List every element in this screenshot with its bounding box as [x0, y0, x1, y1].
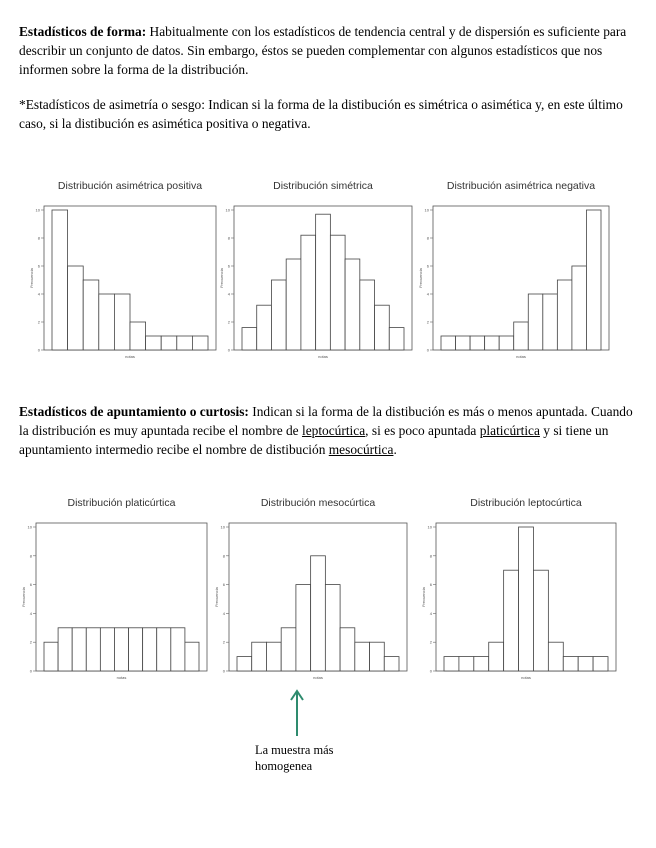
y-tick-label: 6: [227, 263, 230, 269]
histogram-bar: [375, 305, 390, 350]
y-axis-label: Frecuencia: [214, 587, 219, 607]
arrow-up-icon: [287, 688, 307, 738]
x-axis-label: notas: [318, 354, 328, 359]
histogram-bar: [86, 628, 100, 671]
histogram-bar: [345, 259, 360, 350]
chart-mesocurtica: [212, 499, 417, 679]
chart-svg: [420, 499, 620, 679]
histogram-bar: [114, 294, 130, 350]
histogram-bar: [340, 628, 355, 671]
y-tick-label: 2: [222, 639, 225, 645]
histogram-bar: [100, 628, 114, 671]
y-tick-label: 6: [222, 582, 225, 588]
y-tick-label: 4: [37, 291, 40, 297]
histogram-bar: [301, 235, 316, 350]
chart-title: Distribución platicúrtica: [67, 497, 176, 509]
histogram-bar: [52, 210, 68, 350]
histogram-bar: [444, 657, 459, 671]
annotation-line-1: La muestra más: [255, 743, 334, 757]
chart-svg: [18, 499, 213, 679]
histogram-bar: [474, 657, 489, 671]
histogram-bar: [99, 294, 115, 350]
y-axis-label: Frecuencia: [219, 268, 224, 288]
histogram-bar: [68, 266, 84, 350]
histogram-bar: [143, 628, 157, 671]
chart-platicurtica: [18, 499, 213, 679]
histogram-bar: [456, 336, 471, 350]
histogram-bar: [242, 328, 257, 350]
chart-title: Distribución asimétrica negativa: [446, 180, 596, 192]
y-tick-label: 4: [29, 610, 32, 616]
histogram-bar: [129, 628, 143, 671]
paragraph-forma: [19, 22, 639, 79]
y-tick-label: 6: [29, 582, 32, 588]
histogram-bar: [237, 657, 252, 671]
histogram-bar: [578, 657, 593, 671]
histogram-bar: [563, 657, 578, 671]
histogram-bar: [192, 336, 208, 350]
y-tick-label: 6: [429, 582, 432, 588]
histogram-bar: [557, 280, 572, 350]
histogram-bar: [286, 259, 301, 350]
y-tick-label: 4: [227, 291, 230, 297]
x-axis-label: notas: [516, 354, 526, 359]
chart-title: Distribución leptocúrtica: [470, 497, 582, 509]
histogram-bar: [177, 336, 193, 350]
histogram-bar: [330, 235, 345, 350]
y-tick-label: 8: [426, 235, 429, 241]
y-tick-label: 10: [35, 207, 40, 213]
histogram-bar: [360, 280, 375, 350]
histogram-bar: [533, 570, 548, 671]
x-axis-label: notas: [125, 354, 135, 359]
y-tick-label: 10: [27, 524, 32, 530]
histogram-bar: [171, 628, 185, 671]
histogram-bar: [441, 336, 456, 350]
y-tick-label: 8: [37, 235, 40, 241]
histogram-bar: [296, 585, 311, 671]
histogram-bar: [489, 642, 504, 671]
y-tick-label: 6: [37, 263, 40, 269]
histogram-bar: [157, 628, 171, 671]
y-tick-label: 2: [227, 319, 230, 325]
y-tick-label: 0: [227, 347, 230, 353]
histogram-bar: [548, 642, 563, 671]
y-tick-label: 8: [29, 553, 32, 559]
chart-svg: [29, 176, 222, 359]
y-tick-label: 6: [426, 263, 429, 269]
histogram-bar: [83, 280, 99, 350]
y-tick-label: 2: [429, 639, 432, 645]
y-tick-label: 2: [426, 319, 429, 325]
chart-title: Distribución mesocúrtica: [260, 497, 376, 509]
chart-svg: [219, 176, 418, 359]
chart-title: Distribución asimétrica positiva: [57, 180, 203, 192]
term-leptocurtica: leptocúrtica: [301, 423, 366, 438]
histogram-bar: [586, 210, 601, 350]
chart-svg: [212, 499, 417, 679]
y-tick-label: 4: [426, 291, 429, 297]
histogram-bar: [114, 628, 128, 671]
y-tick-label: 0: [426, 347, 429, 353]
histogram-bar: [72, 628, 86, 671]
y-tick-label: 4: [222, 610, 225, 616]
histogram-bar: [44, 642, 58, 671]
histogram-bar: [252, 642, 267, 671]
chart-title: Distribución simétrica: [273, 180, 373, 192]
text-segment: , si es poco apuntada: [365, 423, 480, 438]
y-tick-label: 10: [220, 524, 225, 530]
x-axis-label: notas: [116, 675, 127, 680]
histogram-bar: [161, 336, 177, 350]
histogram-bar: [470, 336, 485, 350]
paragraph-forma-text: Habitualmente con los estadísticos de tendencia central y de dispersión es suficiente para describir un conjunto de datos. Sin embargo, éstos se pueden complementar con algunos estadísticos que nos informen sobre la forma de la distribución.: [19, 24, 627, 77]
y-axis-label: Frecuencia: [421, 587, 426, 607]
y-tick-label: 0: [29, 668, 32, 674]
y-tick-label: 4: [429, 610, 432, 616]
chart-svg: [418, 176, 617, 359]
histogram-bar: [355, 642, 370, 671]
y-tick-label: 2: [29, 639, 32, 645]
term-mesocurtica: mesocúrtica: [328, 442, 394, 457]
histogram-bar: [370, 642, 385, 671]
histogram-bar: [58, 628, 72, 671]
y-tick-label: 0: [222, 668, 225, 674]
histogram-bar: [459, 657, 474, 671]
annotation-note: [255, 742, 333, 774]
y-axis-label: Frecuencia: [29, 268, 34, 288]
x-axis-label: notas: [313, 675, 323, 680]
y-tick-label: 10: [427, 524, 432, 530]
histogram-bar: [130, 322, 146, 350]
y-tick-label: 2: [37, 319, 40, 325]
heading-forma: Estadísticos de forma:: [19, 24, 147, 39]
paragraph-curtosis: [19, 402, 639, 459]
histogram-bar: [593, 657, 608, 671]
y-tick-label: 8: [227, 235, 230, 241]
histogram-bar: [281, 628, 296, 671]
x-axis-label: notas: [521, 675, 531, 680]
chart-leptocurtica: [420, 499, 620, 679]
y-tick-label: 0: [37, 347, 40, 353]
histogram-bar: [266, 642, 281, 671]
histogram-bar: [528, 294, 543, 350]
text-segment: Indican si la forma de la distibución es más o menos apuntada. Cuando la distribución es muy apuntada recibe el nombre de: [19, 404, 633, 438]
y-tick-label: 10: [424, 207, 429, 213]
chart-asimetrica-negativa: [418, 176, 617, 359]
y-tick-label: 8: [429, 553, 432, 559]
chart-simetrica: [219, 176, 418, 359]
histogram-bar: [485, 336, 500, 350]
histogram-bar: [389, 328, 404, 350]
histogram-bar: [504, 570, 519, 671]
text-segment: .: [393, 442, 397, 457]
heading-curtosis: Estadísticos de apuntamiento o curtosis:: [19, 404, 249, 419]
histogram-bar: [499, 336, 514, 350]
histogram-bar: [257, 305, 272, 350]
histogram-bar: [311, 556, 326, 671]
histogram-bar: [519, 527, 534, 671]
y-axis-label: Frecuencia: [21, 587, 26, 607]
histogram-bar: [185, 642, 199, 671]
histogram-bar: [271, 280, 286, 350]
paragraph-asimetria: *Estadísticos de asimetría o sesgo: Indican si la forma de la distibución es simétrica o asimética y, en este último caso, si la distibución es asimética positiva o negativa.: [19, 97, 623, 131]
y-tick-label: 10: [225, 207, 230, 213]
term-platicurtica: platicúrtica: [479, 423, 540, 438]
text-segment: y si tiene un apuntamiento intermedio recibe el nombre de distibución: [19, 423, 609, 457]
y-tick-label: 0: [429, 668, 432, 674]
histogram-bar: [543, 294, 558, 350]
histogram-bar: [325, 585, 340, 671]
y-tick-label: 8: [222, 553, 225, 559]
histogram-bar: [572, 266, 587, 350]
chart-asimetrica-positiva: [29, 176, 222, 359]
histogram-bar: [146, 336, 162, 350]
y-axis-label: Frecuencia: [418, 268, 423, 288]
histogram-bar: [514, 322, 529, 350]
annotation-line-2: homogenea: [255, 759, 313, 773]
histogram-bar: [316, 214, 331, 350]
histogram-bar: [384, 657, 399, 671]
